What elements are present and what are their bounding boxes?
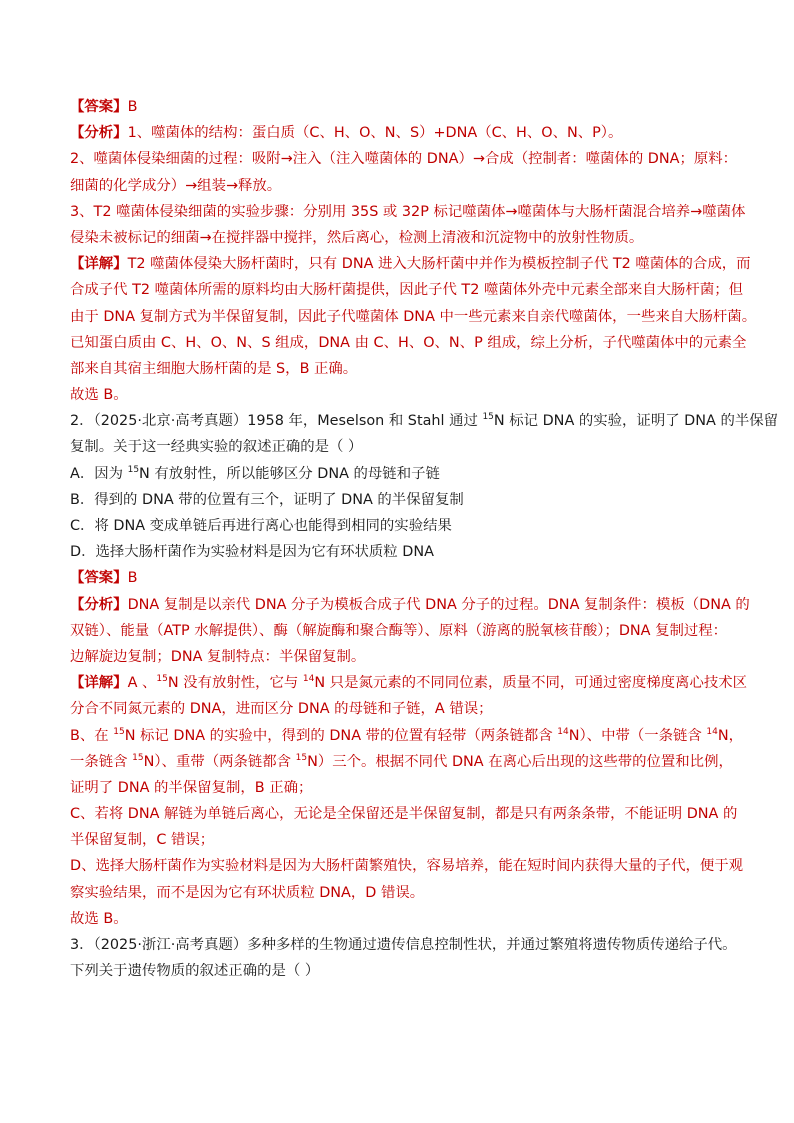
q2-option-c: C．将 DNA 变成单链后再进行离心也能得到相同的实验结果 — [70, 518, 452, 534]
q1-detail-line-1: 【详解】T2 噬菌体侵染大肠杆菌时，只有 DNA 进入大肠杆菌中并作为模板控制子代 T2 噬菌体的合成，而 — [70, 256, 751, 273]
q2-detail-line-4: 一条链含 $^{15}$N）、重带（两条链都含 $^{15}$N）三个。根据不同代 DNA 在离心后出现的这些带的位置和比例， — [70, 752, 733, 770]
q2-conclusion: 故选 B。 — [70, 910, 128, 927]
q1-detail-line-5: 部来自其宿主细胞大肠杆菌的是 S，B 正确。 — [70, 360, 358, 377]
q2-option-d: D．选择大肠杆菌作为实验材料是因为它有环状质粒 DNA — [70, 544, 434, 561]
q2-detail-line-1: 【详解】A 、$^{15}$N 没有放射性，它与 $^{14}$N 只是氮元素的不同同位素，质量不同，可通过密度梯度离心技术区 — [70, 674, 748, 692]
q1-detail-line-4: 已知蛋白质由 C、H、O、N、S 组成，DNA 由 C、H、O、N、P 组成，综上分析，子代噬菌体中的元素全 — [70, 334, 747, 351]
analysis-tag: 【分析】 — [70, 125, 128, 142]
q1-analysis-line-3: 细菌的化学成分）→组装→释放。 — [70, 177, 282, 194]
answer-tag: 【答案】 — [70, 570, 128, 587]
document-content — [70, 94, 779, 984]
q1-analysis-line-5: 侵染未被标记的细菌→在搅拌器中搅拌，然后离心，检测上清液和沉淀物中的放射性物质。 — [70, 229, 644, 246]
q2-option-a: A．因为 $^{15}$N 有放射性，所以能够区分 DNA 的母链和子链 — [70, 464, 440, 482]
answer-value: B — [127, 570, 138, 587]
q2-stem-line-2: 复制。关于这一经典实验的叙述正确的是（ ） — [70, 439, 363, 456]
q3-stem-line-2: 下列关于遗传物质的叙述正确的是（ ） — [70, 963, 320, 980]
q2-analysis-line-3: 边解旋边复制；DNA 复制特点：半保留复制。 — [70, 648, 366, 665]
q2-detail-line-9: 察实验结果，而不是因为它有环状质粒 DNA，D 错误。 — [70, 884, 425, 901]
q2-answer-line — [70, 565, 730, 591]
q2-analysis-line-2: 双链）、能量（ATP 水解提供）、酶（解旋酶和聚合酶等）、原料（游离的脱氧核苷酸）；DNA 复制过程： — [70, 622, 728, 639]
q2-detail-line-8: D、选择大肠杆菌作为实验材料是因为大肠杆菌繁殖快，容易培养，能在短时间内获得大量的子代，便于观 — [70, 858, 744, 875]
q2-detail-line-7: 半保留复制，C 错误； — [70, 832, 215, 849]
analysis-tag: 【分析】 — [70, 596, 128, 613]
q1-answer-line — [70, 94, 730, 120]
q2-detail-line-5: 证明了 DNA 的半保留复制，B 正确； — [70, 779, 313, 796]
q1-conclusion: 故选 B。 — [70, 387, 128, 404]
q2-detail-line-2: 分合不同氮元素的 DNA，进而区分 DNA 的母链和子链，A 错误； — [70, 701, 493, 718]
q1-analysis-line-2: 2、噬菌体侵染细菌的过程：吸附→注入（注入噬菌体的 DNA）→合成（控制者：噬菌体的 DNA；原料： — [70, 151, 738, 168]
answer-tag: 【答案】 — [70, 99, 128, 115]
q2-option-b: B．得到的 DNA 带的位置有三个，证明了 DNA 的半保留复制 — [70, 491, 464, 508]
q2-stem-line-1: 2．（2025·北京·高考真题）1958 年，Meselson 和 Stahl 通过 $^{15}$N 标记 DNA 的实验，证明了 DNA 的半保留 — [70, 412, 779, 430]
q3-stem-line-1: 3．（2025·浙江·高考真题）多种多样的生物通过遗传信息控制性状，并通过繁殖将遗传物质传递给子代。 — [70, 937, 737, 953]
q2-detail-line-3: B、在 $^{15}$N 标记 DNA 的实验中，得到的 DNA 带的位置有轻带（两条链都含 $^{14}$N）、中带（一条链含 $^{14}$N， — [70, 726, 743, 744]
answer-value: B — [127, 99, 138, 115]
q2-analysis-line-1: 【分析】DNA 复制是以亲代 DNA 分子为模板合成子代 DNA 分子的过程。DNA 复制条件：模板（DNA 的 — [70, 596, 750, 613]
detail-tag: 【详解】 — [70, 675, 128, 692]
q1-analysis-line-1: 【分析】1、噬菌体的结构：蛋白质（C、H、O、N、S）+DNA（C、H、O、N、P）。 — [70, 125, 623, 142]
q1-detail-line-2: 合成子代 T2 噬菌体所需的原料均由大肠杆菌提供，因此子代 T2 噬菌体外壳中元素全部来自大肠杆菌；但 — [70, 282, 743, 299]
q1-detail-line-3: 由于 DNA 复制方式为半保留复制，因此子代噬菌体 DNA 中一些元素来自亲代噬菌体，一些来自大肠杆菌。 — [70, 308, 757, 325]
q2-detail-line-6: C、若将 DNA 解链为单链后离心，无论是全保留还是半保留复制，都是只有两条条带，不能证明 DNA 的 — [70, 806, 738, 823]
q1-analysis-line-4: 3、T2 噬菌体侵染细菌的实验步骤：分别用 35S 或 32P 标记噬菌体→噬菌体与大肠杆菌混合培养→噬菌体 — [70, 203, 746, 220]
detail-tag: 【详解】 — [70, 256, 128, 273]
